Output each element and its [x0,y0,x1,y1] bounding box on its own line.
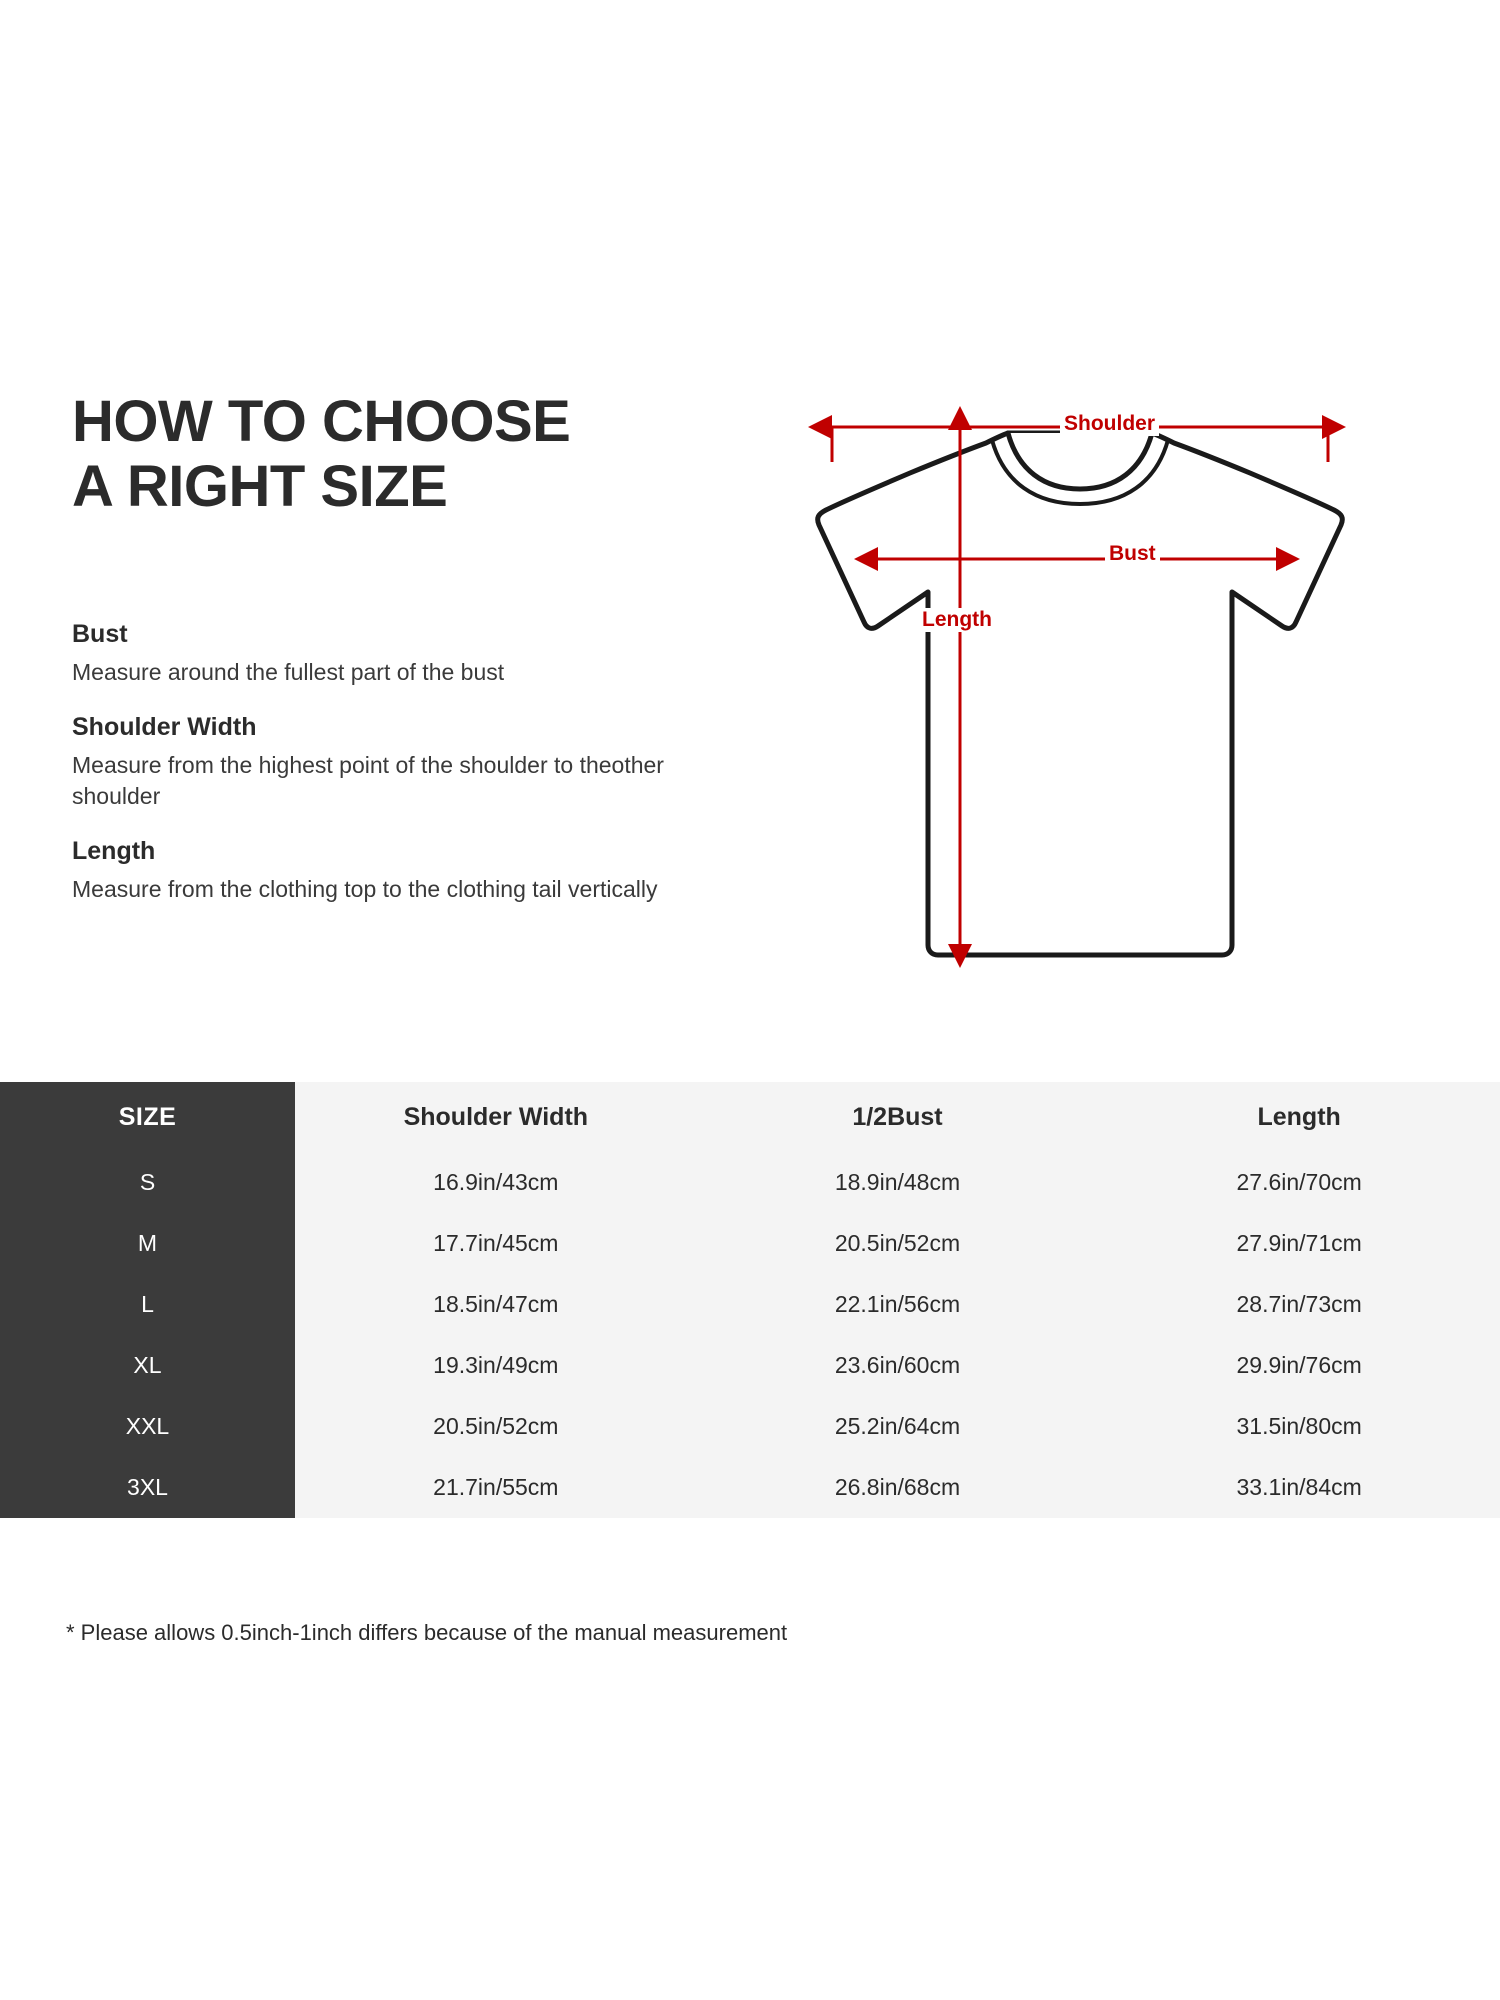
table-row [0,1213,1500,1274]
cell-size: L [0,1274,295,1335]
cell-size: M [0,1213,295,1274]
cell-length: 27.9in/71cm [1098,1213,1500,1274]
table-header [0,1082,1500,1152]
tshirt-measurement-diagram [760,370,1400,1040]
measurement-definitions [72,620,692,930]
cell-size: S [0,1152,295,1213]
cell-half-bust: 26.8in/68cm [697,1457,1099,1518]
table-row [0,1152,1500,1213]
cell-shoulder-width: 19.3in/49cm [295,1335,697,1396]
definition-term: Bust [72,620,128,648]
definition-description: Measure from the highest point of the shoulder to theother shoulder [72,752,664,809]
page-title-line-2: A RIGHT SIZE [72,453,448,519]
cell-half-bust: 23.6in/60cm [697,1335,1099,1396]
cell-length: 31.5in/80cm [1098,1396,1500,1457]
size-chart-table-wrapper [0,1082,1500,1518]
cell-length: 29.9in/76cm [1098,1335,1500,1396]
definition-description: Measure around the fullest part of the bust [72,659,505,685]
cell-shoulder-width: 20.5in/52cm [295,1396,697,1457]
cell-half-bust: 20.5in/52cm [697,1213,1099,1274]
cell-half-bust: 25.2in/64cm [697,1396,1099,1457]
definition-length [72,837,692,904]
measurement-footnote: * Please allows 0.5inch-1inch differs because of the manual measurement [66,1620,788,1645]
column-header-size: SIZE [0,1082,295,1152]
definition-description: Measure from the clothing top to the clothing tail vertically [72,876,658,903]
column-header-length: Length [1098,1082,1500,1152]
cell-size: 3XL [0,1457,295,1518]
cell-length: 33.1in/84cm [1098,1457,1500,1518]
definition-term: Length [72,837,156,866]
dimension-label-length: Length [918,608,996,632]
cell-length: 28.7in/73cm [1098,1274,1500,1335]
definition-bust [72,620,692,687]
column-header-half-bust: 1/2Bust [697,1082,1099,1152]
table-row [0,1335,1500,1396]
table-row [0,1396,1500,1457]
page-title [72,390,712,520]
cell-length: 27.6in/70cm [1098,1152,1500,1213]
page-title-line-1: HOW TO CHOOSE [72,389,571,454]
table-body [0,1152,1500,1518]
size-chart-table [0,1082,1500,1518]
cell-size: XXL [0,1396,295,1457]
cell-shoulder-width: 17.7in/45cm [295,1213,697,1274]
cell-shoulder-width: 18.5in/47cm [295,1274,697,1335]
cell-shoulder-width: 21.7in/55cm [295,1457,697,1518]
cell-size: XL [0,1335,295,1396]
definition-shoulder-width [72,713,692,811]
table-row [0,1274,1500,1335]
dimension-label-shoulder: Shoulder [1060,412,1159,436]
dimension-label-bust: Bust [1105,542,1160,566]
table-header-row [0,1082,1500,1152]
cell-half-bust: 22.1in/56cm [697,1274,1099,1335]
definition-term: Shoulder Width [72,713,257,742]
cell-half-bust: 18.9in/48cm [697,1152,1099,1213]
tshirt-illustration-icon [760,370,1400,1040]
cell-shoulder-width: 16.9in/43cm [295,1152,697,1213]
table-row [0,1457,1500,1518]
column-header-shoulder-width: Shoulder Width [295,1082,697,1152]
